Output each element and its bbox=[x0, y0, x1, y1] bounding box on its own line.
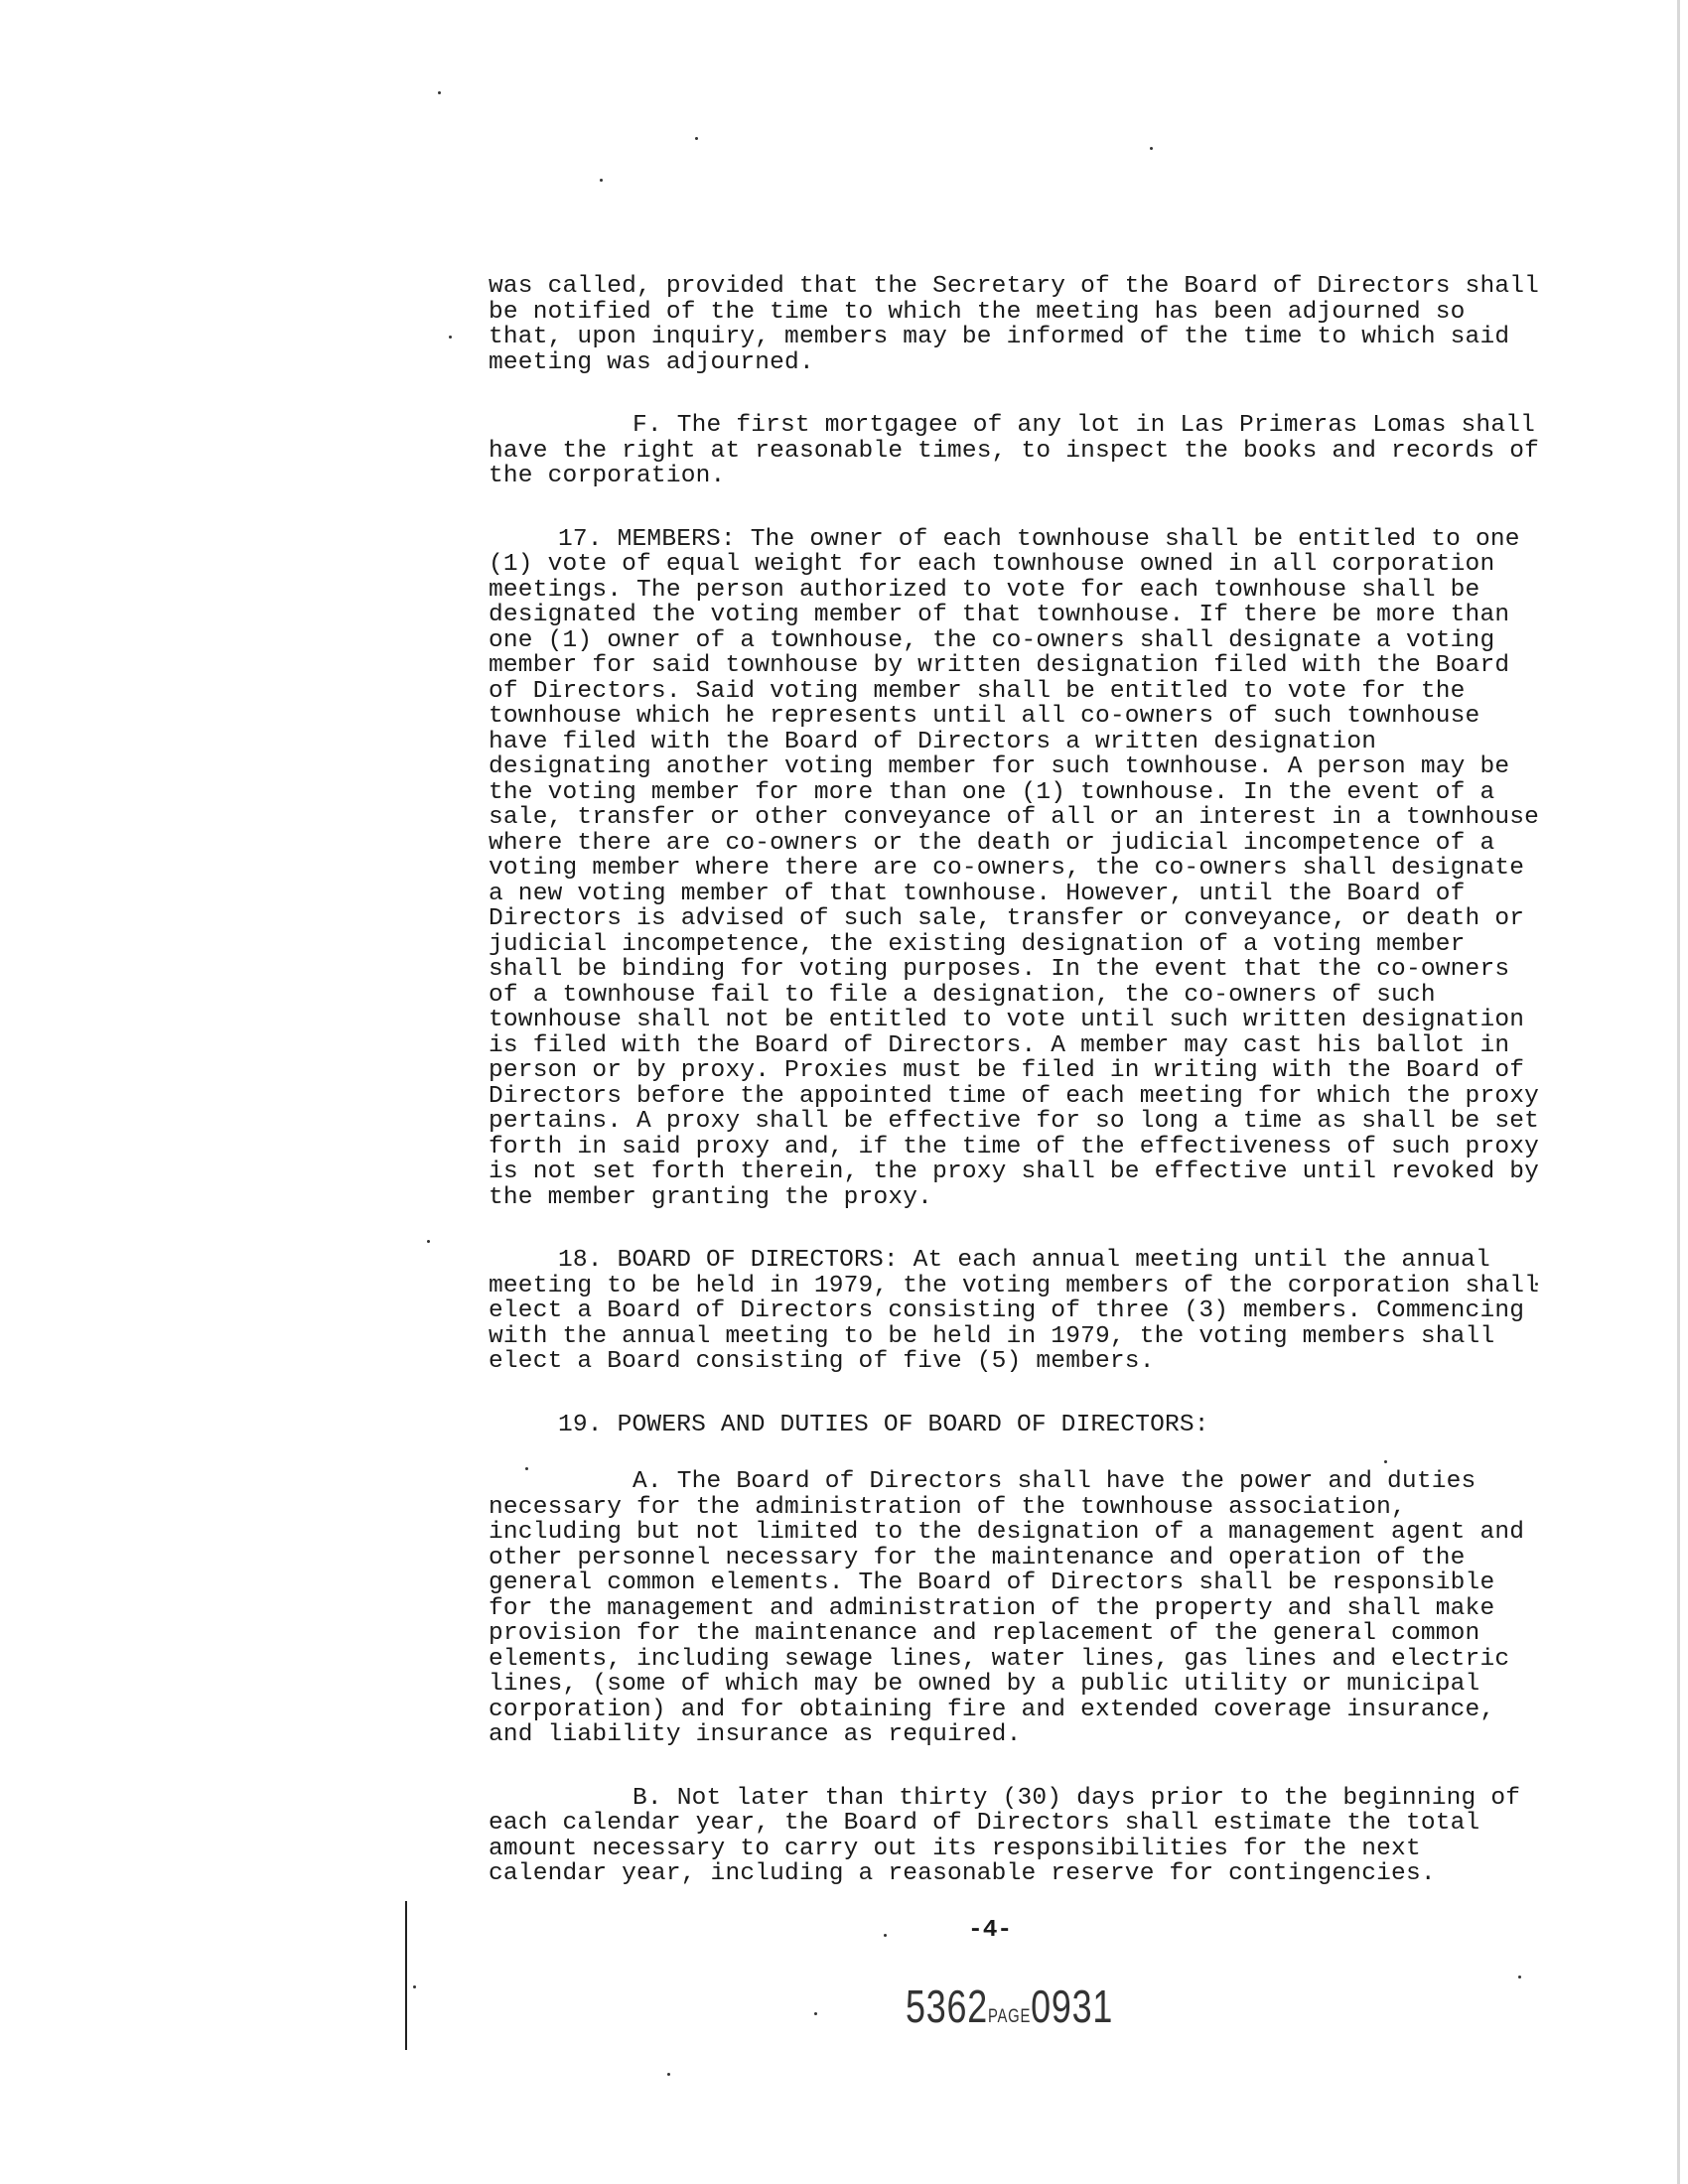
scan-speck bbox=[667, 2073, 670, 2076]
paragraph-continuation: was called, provided that the Secretary of the Board of Directors shall be notified of the time to which the meeting has been adjourned so that, upon inquiry, members may be informed of the time to which said meeting was adjourned. bbox=[489, 273, 1540, 376]
scan-speck bbox=[695, 137, 698, 140]
paragraph-section-19a: A. The Board of Directors shall have the power and duties necessary for the administration of the townhouse association, including but not limited to the designation of a management agent and other personnel necessary for the maintenance and operation of the general common elements. The Board of Directors shall be responsible for the management and administration of the property and shall make provision for the maintenance and replacement of the general common elements, including sewage lines, water lines, gas lines and electric lines, (some of which may be owned by a public utility or municipal corporation) and for obtaining fire and extended coverage insurance, and liability insurance as required. bbox=[489, 1468, 1525, 1748]
scan-speck bbox=[438, 91, 441, 94]
stamp-page-number: 0931 bbox=[1031, 1980, 1114, 2032]
paragraph-section-16f: F. The first mortgagee of any lot in Las Primeras Lomas shall have the right at reasonable times, to inspect the books and records of the corporation. bbox=[489, 412, 1540, 489]
section-19-heading: 19. POWERS AND DUTIES OF BOARD OF DIRECTORS: bbox=[558, 1411, 1209, 1438]
paragraph-section-18-board: 18. BOARD OF DIRECTORS: At each annual meeting until the annual meeting to be held in 1979, the voting members of the corporation shall elect a Board of Directors consisting of three (3) members. Commencing with the annual meeting to be held in 1979, the voting members shall elect a Board consisting of five (5) members. bbox=[489, 1247, 1540, 1375]
scan-speck bbox=[814, 2012, 817, 2015]
scan-speck bbox=[1518, 1976, 1521, 1979]
stamp-page-label: PAGE bbox=[987, 2006, 1032, 2027]
recording-stamp bbox=[906, 1979, 1113, 2033]
scan-speck bbox=[413, 1985, 416, 1988]
stamp-book-number: 5362 bbox=[906, 1980, 988, 2032]
scan-speck bbox=[449, 336, 452, 339]
scan-edge bbox=[1677, 0, 1680, 2184]
scan-speck bbox=[600, 179, 603, 182]
page-number: -4- bbox=[968, 1917, 1013, 1944]
scan-speck bbox=[1150, 147, 1153, 150]
paragraph-section-19b: B. Not later than thirty (30) days prior to the beginning of each calendar year, the Board of Directors shall estimate the total amount necessary to carry out its responsibilities for the next calendar year, including a reasonable reserve for contingencies. bbox=[489, 1784, 1521, 1887]
paragraph-section-17-members: 17. MEMBERS: The owner of each townhouse shall be entitled to one (1) vote of equal weight for each townhouse owned in all corporation meetings. The person authorized to vote for each townhouse shall be designated the voting member of that townhouse. If there be more than one (1) owner of a townhouse, the co-owners shall designate a voting member for said townhouse by written designation filed with the Board of Directors. Said voting member shall be entitled to vote for the townhouse which he represents until all co-owners of such townhouse have filed with the Board of Directors a written designation designating another voting member for such townhouse. A person may be the voting member for more than one (1) townhouse. In the event of a sale, transfer or other conveyance of all or an interest in a townhouse where there are co-owners or the death or judicial incompetence of a voting member where there are co-owners, the co-owners shall designate a new voting member of that townhouse. However, until the Board of Directors is advised of such sale, transfer or conveyance, or death or judicial incompetence, the existing designation of a voting member shall be binding for voting purposes. In the event that the co-owners of a townhouse fail to file a designation, the co-owners of such townhouse shall not be entitled to vote until such written designation is filed with the Board of Directors. A member may cast his ballot in person or by proxy. Proxies must be filed in writing with the Board of Directors before the appointed time of each meeting for which the proxy pertains. A proxy shall be effective for so long a time as shall be set forth in said proxy and, if the time of the effectiveness of such proxy is not set forth therein, the proxy shall be effective until revoked by the member granting the proxy. bbox=[489, 525, 1540, 1211]
scan-speck bbox=[884, 1934, 887, 1937]
margin-mark bbox=[405, 1901, 407, 2050]
scan-speck bbox=[427, 1240, 430, 1243]
document-body bbox=[489, 274, 1541, 1925]
